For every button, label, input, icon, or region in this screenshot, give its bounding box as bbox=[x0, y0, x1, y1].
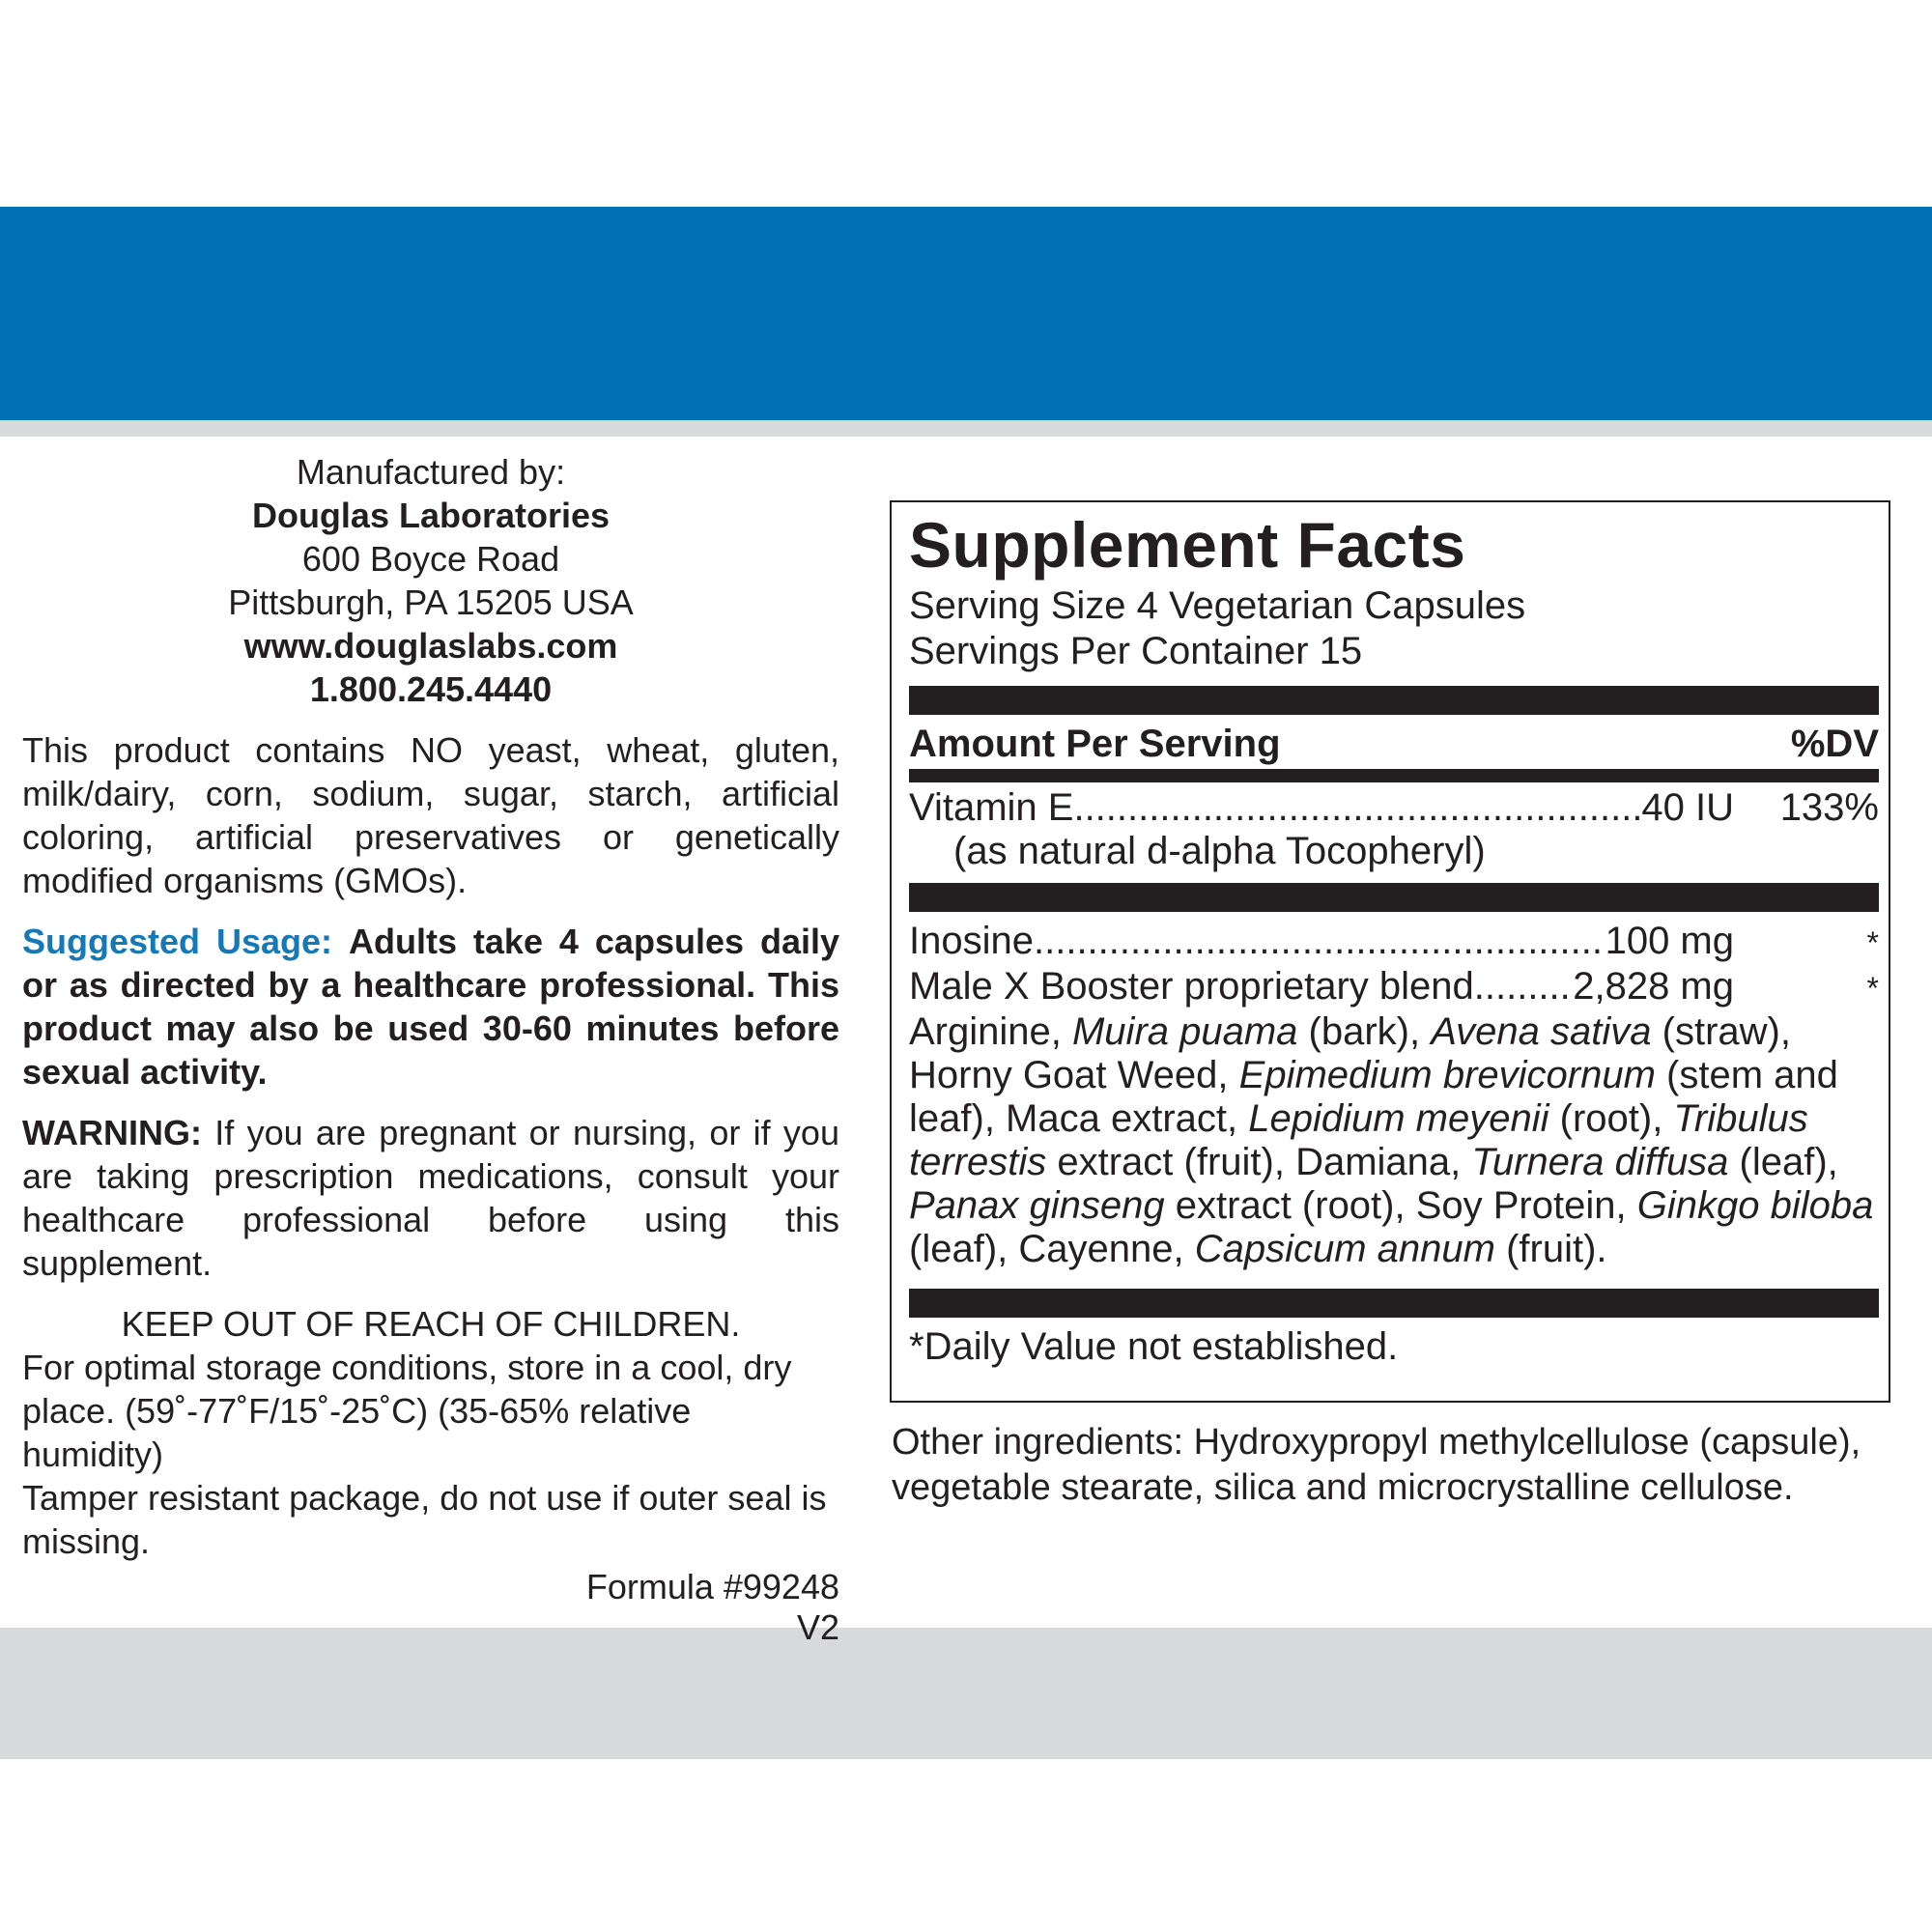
botanical-name: Muira puama bbox=[1071, 1010, 1298, 1053]
manufacturer-website: www.douglaslabs.com bbox=[243, 626, 618, 666]
formula-number: Formula #99248 bbox=[585, 1567, 839, 1606]
header-grey-strip bbox=[0, 420, 1932, 437]
thick-rule bbox=[909, 1289, 1879, 1318]
medium-rule bbox=[909, 769, 1879, 782]
thick-rule bbox=[909, 686, 1879, 715]
suggested-usage-label: Suggested Usage: bbox=[22, 922, 333, 961]
keep-out-of-reach: KEEP OUT OF REACH OF CHILDREN. bbox=[121, 1304, 741, 1344]
amount-per-serving-header: Amount Per Serving bbox=[909, 723, 1281, 765]
botanical-name: Avena sativa bbox=[1431, 1010, 1652, 1053]
botanical-name: Epimedium brevicornum bbox=[1238, 1054, 1656, 1096]
storage-instructions: For optimal storage conditions, store in a cool, dry place. (59˚-77˚F/15˚-25˚C) (35-65% relative humidity) bbox=[22, 1348, 792, 1474]
suggested-usage-text: Adults take 4 capsules daily or as directed by a healthcare professional. This product may also be used 30-60 minutes before sexual activity. bbox=[22, 922, 839, 1092]
ingredient-text: (bark), bbox=[1297, 1010, 1432, 1053]
amount-header-row bbox=[909, 719, 1879, 769]
warning-label: WARNING: bbox=[22, 1113, 202, 1152]
nutrient-row-blend bbox=[909, 965, 1879, 1010]
leader-dots bbox=[1073, 786, 1641, 830]
label-left-column bbox=[22, 450, 839, 1647]
nutrient-dv: * bbox=[1866, 925, 1879, 960]
ingredient-text: (leaf), bbox=[1728, 1141, 1838, 1183]
leader-dots bbox=[1034, 920, 1605, 963]
ingredient-text: (stem and leaf), Maca extract, bbox=[909, 1054, 1838, 1140]
supplement-facts-title: Supplement Facts bbox=[909, 509, 1466, 581]
leader-dots bbox=[1474, 965, 1573, 1009]
header-blue-band bbox=[0, 207, 1932, 420]
botanical-name: Tribulus terrestis bbox=[909, 1097, 1808, 1183]
suggested-usage bbox=[22, 920, 839, 1094]
ingredient-text: extract (fruit), Damiana, bbox=[1046, 1141, 1472, 1183]
servings-per-container: Servings Per Container 15 bbox=[909, 630, 1363, 672]
supplement-facts-panel bbox=[890, 500, 1890, 1403]
ingredient-text: (fruit). bbox=[1494, 1228, 1607, 1270]
nutrient-amount: 100 mg bbox=[1605, 920, 1734, 962]
nutrient-amount: 40 IU bbox=[1641, 786, 1734, 829]
nutrient-name: Male X Booster proprietary blend bbox=[909, 965, 1474, 1008]
ingredient-text: (leaf), Cayenne, bbox=[909, 1228, 1195, 1270]
blend-ingredients bbox=[909, 1010, 1879, 1271]
nutrient-row-inosine bbox=[909, 920, 1879, 965]
daily-value-footnote: *Daily Value not established. bbox=[909, 1325, 1399, 1368]
dv-header: %DV bbox=[1790, 723, 1879, 765]
label-version: V2 bbox=[796, 1607, 839, 1647]
botanical-name: Lepidium meyenii bbox=[1248, 1097, 1549, 1140]
botanical-name: Turnera diffusa bbox=[1471, 1141, 1729, 1183]
manufacturer-street: 600 Boyce Road bbox=[301, 539, 560, 579]
manufacturer-name: Douglas Laboratories bbox=[251, 496, 611, 535]
nutrient-row-vitamin-e bbox=[909, 786, 1879, 830]
free-from-statement: This product contains NO yeast, wheat, gluten, milk/dairy, corn, sodium, sugar, starch, artificial coloring, artificial preservatives or genetically modified organisms (GMOs). bbox=[22, 730, 839, 900]
nutrient-amount: 2,828 mg bbox=[1573, 965, 1734, 1008]
vitamin-e-source: (as natural d-alpha Tocopheryl) bbox=[953, 830, 1486, 872]
nutrient-dv: 133% bbox=[1779, 786, 1879, 829]
nutrient-dv: * bbox=[1866, 971, 1879, 1006]
nutrient-name: Vitamin E bbox=[909, 786, 1074, 829]
ingredient-text: (root), bbox=[1548, 1097, 1674, 1140]
manufacturer-city: Pittsburgh, PA 15205 USA bbox=[228, 582, 634, 622]
warning-statement bbox=[22, 1111, 839, 1285]
manufacturer-block bbox=[0, 450, 839, 711]
ingredient-text: extract (root), Soy Protein, bbox=[1164, 1184, 1637, 1227]
nutrient-name: Inosine bbox=[909, 920, 1034, 962]
footer-grey-band bbox=[0, 1628, 1932, 1759]
manufacturer-intro: Manufactured by: bbox=[296, 452, 566, 492]
serving-size: Serving Size 4 Vegetarian Capsules bbox=[909, 584, 1526, 627]
manufacturer-phone: 1.800.245.4440 bbox=[309, 669, 553, 709]
botanical-name: Capsicum annum bbox=[1194, 1228, 1495, 1270]
botanical-name: Ginkgo biloba bbox=[1636, 1184, 1874, 1227]
botanical-name: Panax ginseng bbox=[909, 1184, 1165, 1227]
warning-text: If you are pregnant or nursing, or if you are taking prescription medications, consult your healthcare professional before using this supplement. bbox=[22, 1113, 839, 1283]
other-ingredients: Other ingredients: Hydroxypropyl methylcellulose (capsule), vegetable stearate, silica and microcrystalline cellulose. bbox=[892, 1422, 1861, 1508]
ingredient-text: Arginine, bbox=[909, 1010, 1072, 1053]
thick-rule bbox=[909, 883, 1879, 912]
tamper-notice: Tamper resistant package, do not use if outer seal is missing. bbox=[22, 1478, 827, 1561]
ingredient-text: (straw), Horny Goat Weed, bbox=[909, 1010, 1791, 1096]
